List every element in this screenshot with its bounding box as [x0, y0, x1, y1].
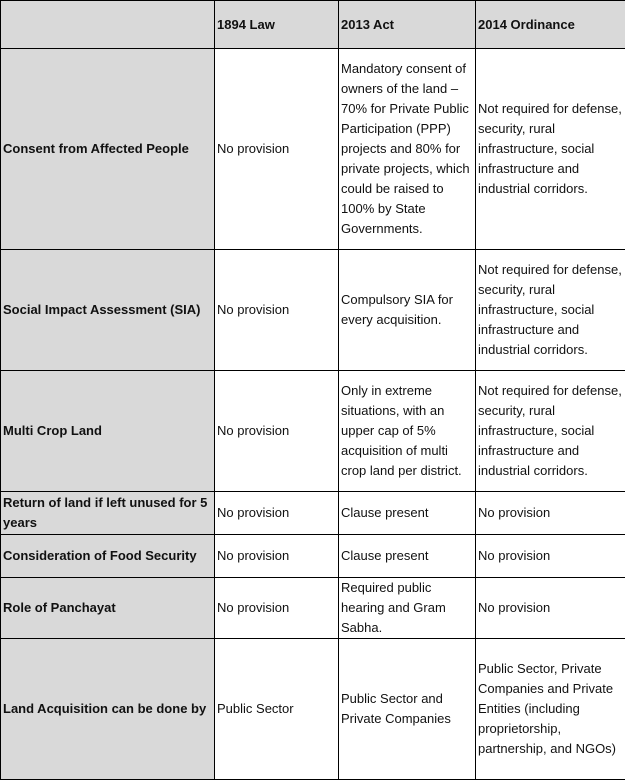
table-row-food-security	[1, 535, 625, 578]
cell-1894-law: No provision	[215, 492, 339, 535]
row-label: Consideration of Food Security	[1, 535, 215, 578]
header-empty-cell	[1, 1, 215, 49]
row-label: Multi Crop Land	[1, 371, 215, 492]
row-label: Return of land if left unused for 5 years	[1, 492, 215, 535]
cell-1894-law: No provision	[215, 250, 339, 371]
cell-1894-law: No provision	[215, 49, 339, 250]
cell-2013-act: Compulsory SIA for every acquisition.	[339, 250, 476, 371]
header-2013-act: 2013 Act	[339, 1, 476, 49]
cell-2013-act: Clause present	[339, 535, 476, 578]
header-2014-ordinance: 2014 Ordinance	[476, 1, 625, 49]
cell-2014-ordinance: No provision	[476, 492, 625, 535]
table-row-acquisition-by	[1, 639, 625, 780]
table-row-sia	[1, 250, 625, 371]
cell-1894-law: No provision	[215, 371, 339, 492]
table-row-consent	[1, 49, 625, 250]
table-row-multi-crop	[1, 371, 625, 492]
header-row	[1, 1, 625, 49]
cell-2014-ordinance: No provision	[476, 535, 625, 578]
cell-2014-ordinance: Not required for defense, security, rural infrastructure, social infrastructure and industrial corridors.	[476, 250, 625, 371]
row-label: Role of Panchayat	[1, 578, 215, 639]
table-row-panchayat	[1, 578, 625, 639]
cell-1894-law: Public Sector	[215, 639, 339, 780]
cell-1894-law: No provision	[215, 578, 339, 639]
cell-2013-act: Only in extreme situations, with an upper cap of 5% acquisition of multi crop land per district.	[339, 371, 476, 492]
cell-2014-ordinance: Not required for defense, security, rural infrastructure, social infrastructure and industrial corridors.	[476, 49, 625, 250]
cell-2013-act: Required public hearing and Gram Sabha.	[339, 578, 476, 639]
row-label: Consent from Affected People	[1, 49, 215, 250]
cell-2013-act: Clause present	[339, 492, 476, 535]
cell-2013-act: Mandatory consent of owners of the land – 70% for Private Public Participation (PPP) projects and 80% for private projects, which could be raised to 100% by State Governments.	[339, 49, 476, 250]
row-label: Land Acquisition can be done by	[1, 639, 215, 780]
header-1894-law: 1894 Law	[215, 1, 339, 49]
cell-2014-ordinance: Not required for defense, security, rural infrastructure, social infrastructure and industrial corridors.	[476, 371, 625, 492]
cell-2014-ordinance: Public Sector, Private Companies and Private Entities (including proprietorship, partnership, and NGOs)	[476, 639, 625, 780]
cell-2013-act: Public Sector and Private Companies	[339, 639, 476, 780]
table-row-return-of-land	[1, 492, 625, 535]
row-label: Social Impact Assessment (SIA)	[1, 250, 215, 371]
cell-2014-ordinance: No provision	[476, 578, 625, 639]
cell-1894-law: No provision	[215, 535, 339, 578]
